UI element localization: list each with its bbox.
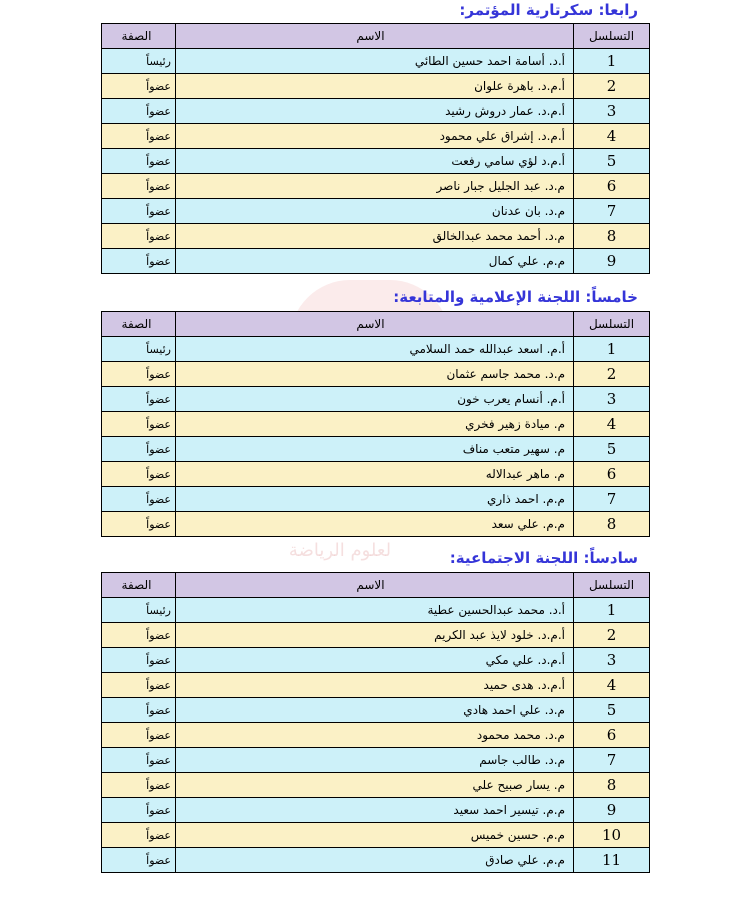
cell-role: عضواً — [102, 249, 176, 274]
cell-name: م.م. حسين خميس — [176, 823, 574, 848]
cell-seq: 3 — [574, 387, 650, 412]
table-row — [102, 174, 650, 199]
cell-seq: 1 — [574, 49, 650, 74]
cell-seq: 6 — [574, 462, 650, 487]
cell-role: عضواً — [102, 199, 176, 224]
cell-role: عضواً — [102, 823, 176, 848]
table-row — [102, 648, 650, 673]
cell-role: عضواً — [102, 412, 176, 437]
cell-role: عضواً — [102, 673, 176, 698]
table-header-row — [102, 573, 650, 598]
cell-name: م.م. علي سعد — [176, 512, 574, 537]
cell-role: عضواً — [102, 387, 176, 412]
table-row — [102, 723, 650, 748]
cell-name: أ.م.د. خلود لايذ عبد الكريم — [176, 623, 574, 648]
table-row — [102, 623, 650, 648]
header-name: الاسم — [176, 573, 574, 598]
cell-name: م.م. علي كمال — [176, 249, 574, 274]
cell-role: عضواً — [102, 648, 176, 673]
table-row — [102, 49, 650, 74]
cell-name: أ.م.د لؤي سامي رفعت — [176, 149, 574, 174]
header-name: الاسم — [176, 312, 574, 337]
cell-seq: 4 — [574, 124, 650, 149]
cell-role: عضواً — [102, 149, 176, 174]
cell-role: عضواً — [102, 748, 176, 773]
cell-seq: 3 — [574, 648, 650, 673]
cell-role: رئيساً — [102, 49, 176, 74]
cell-seq: 2 — [574, 362, 650, 387]
header-seq: التسلسل — [574, 24, 650, 49]
cell-role: رئيساً — [102, 598, 176, 623]
table-row — [102, 224, 650, 249]
cell-name: أ.م.د. هدى حميد — [176, 673, 574, 698]
header-role: الصفة — [102, 24, 176, 49]
cell-name: م.م. تيسير احمد سعيد — [176, 798, 574, 823]
header-role: الصفة — [102, 573, 176, 598]
header-seq: التسلسل — [574, 573, 650, 598]
cell-role: عضواً — [102, 773, 176, 798]
cell-seq: 8 — [574, 512, 650, 537]
watermark-text: لعلوم الرياضة — [288, 540, 392, 561]
cell-role: عضواً — [102, 487, 176, 512]
cell-name: م. ميادة زهير فخري — [176, 412, 574, 437]
table-row — [102, 337, 650, 362]
table-row — [102, 99, 650, 124]
cell-role: عضواً — [102, 99, 176, 124]
cell-role: عضواً — [102, 74, 176, 99]
table-row — [102, 487, 650, 512]
cell-seq: 8 — [574, 224, 650, 249]
cell-seq: 10 — [574, 823, 650, 848]
cell-role: عضواً — [102, 224, 176, 249]
cell-name: م.د. أحمد محمد عبدالخالق — [176, 224, 574, 249]
cell-role: عضواً — [102, 723, 176, 748]
table-header-row — [102, 312, 650, 337]
cell-role: عضواً — [102, 362, 176, 387]
table-row — [102, 124, 650, 149]
cell-seq: 5 — [574, 698, 650, 723]
table-row — [102, 798, 650, 823]
cell-name: أ.م.د. علي مكي — [176, 648, 574, 673]
cell-seq: 7 — [574, 748, 650, 773]
section-heading: سادساً: اللجنة الاجتماعية: — [449, 549, 638, 567]
cell-role: عضواً — [102, 174, 176, 199]
cell-name: م.د. عبد الجليل جبار ناصر — [176, 174, 574, 199]
table-row — [102, 773, 650, 798]
table-row — [102, 249, 650, 274]
members-table — [101, 311, 650, 537]
table-row — [102, 673, 650, 698]
table-header-row — [102, 24, 650, 49]
table-row — [102, 823, 650, 848]
table-row — [102, 698, 650, 723]
cell-seq: 7 — [574, 199, 650, 224]
cell-name: م. يسار صبيح علي — [176, 773, 574, 798]
cell-seq: 7 — [574, 487, 650, 512]
cell-name: أ.م.د. عمار دروش رشيد — [176, 99, 574, 124]
cell-role: عضواً — [102, 437, 176, 462]
cell-seq: 4 — [574, 412, 650, 437]
table-row — [102, 437, 650, 462]
cell-name: م.م. احمد ذاري — [176, 487, 574, 512]
cell-seq: 5 — [574, 437, 650, 462]
table-row — [102, 848, 650, 873]
header-seq: التسلسل — [574, 312, 650, 337]
cell-seq: 1 — [574, 598, 650, 623]
section-heading: رابعا: سكرتارية المؤتمر: — [459, 1, 638, 19]
cell-seq: 6 — [574, 723, 650, 748]
header-name: الاسم — [176, 24, 574, 49]
table-row — [102, 512, 650, 537]
cell-name: م.م. علي صادق — [176, 848, 574, 873]
table-row — [102, 598, 650, 623]
cell-role: عضواً — [102, 698, 176, 723]
cell-name: م. سهير متعب مناف — [176, 437, 574, 462]
cell-name: م.د. بان عدنان — [176, 199, 574, 224]
members-table — [101, 23, 650, 274]
cell-seq: 4 — [574, 673, 650, 698]
table-row — [102, 412, 650, 437]
cell-role: عضواً — [102, 623, 176, 648]
cell-role: رئيساً — [102, 337, 176, 362]
table-row — [102, 362, 650, 387]
cell-name: م.د. طالب جاسم — [176, 748, 574, 773]
table-row — [102, 149, 650, 174]
section-heading: خامساً: اللجنة الإعلامية والمتابعة: — [393, 288, 638, 306]
cell-name: م. ماهر عبدالاله — [176, 462, 574, 487]
cell-seq: 2 — [574, 623, 650, 648]
cell-name: م.د. محمد محمود — [176, 723, 574, 748]
cell-role: عضواً — [102, 512, 176, 537]
table-row — [102, 387, 650, 412]
table-row — [102, 462, 650, 487]
cell-name: أ.م.د. إشراق علي محمود — [176, 124, 574, 149]
cell-seq: 11 — [574, 848, 650, 873]
cell-seq: 1 — [574, 337, 650, 362]
cell-seq: 2 — [574, 74, 650, 99]
cell-seq: 6 — [574, 174, 650, 199]
cell-name: م.د. محمد جاسم عثمان — [176, 362, 574, 387]
members-table — [101, 572, 650, 873]
cell-seq: 8 — [574, 773, 650, 798]
cell-name: أ.م. أنسام يعرب خون — [176, 387, 574, 412]
table-row — [102, 74, 650, 99]
cell-name: أ.م.د. باهرة علوان — [176, 74, 574, 99]
cell-name: أ.د. محمد عبدالحسين عطية — [176, 598, 574, 623]
table-row — [102, 199, 650, 224]
cell-seq: 9 — [574, 798, 650, 823]
cell-role: عضواً — [102, 462, 176, 487]
cell-seq: 3 — [574, 99, 650, 124]
cell-seq: 9 — [574, 249, 650, 274]
cell-seq: 5 — [574, 149, 650, 174]
header-role: الصفة — [102, 312, 176, 337]
cell-role: عضواً — [102, 124, 176, 149]
cell-name: أ.م. اسعد عبدالله حمد السلامي — [176, 337, 574, 362]
cell-name: م.د. علي احمد هادي — [176, 698, 574, 723]
table-row — [102, 748, 650, 773]
cell-name: أ.د. أسامة احمد حسين الطائي — [176, 49, 574, 74]
cell-role: عضواً — [102, 798, 176, 823]
cell-role: عضواً — [102, 848, 176, 873]
